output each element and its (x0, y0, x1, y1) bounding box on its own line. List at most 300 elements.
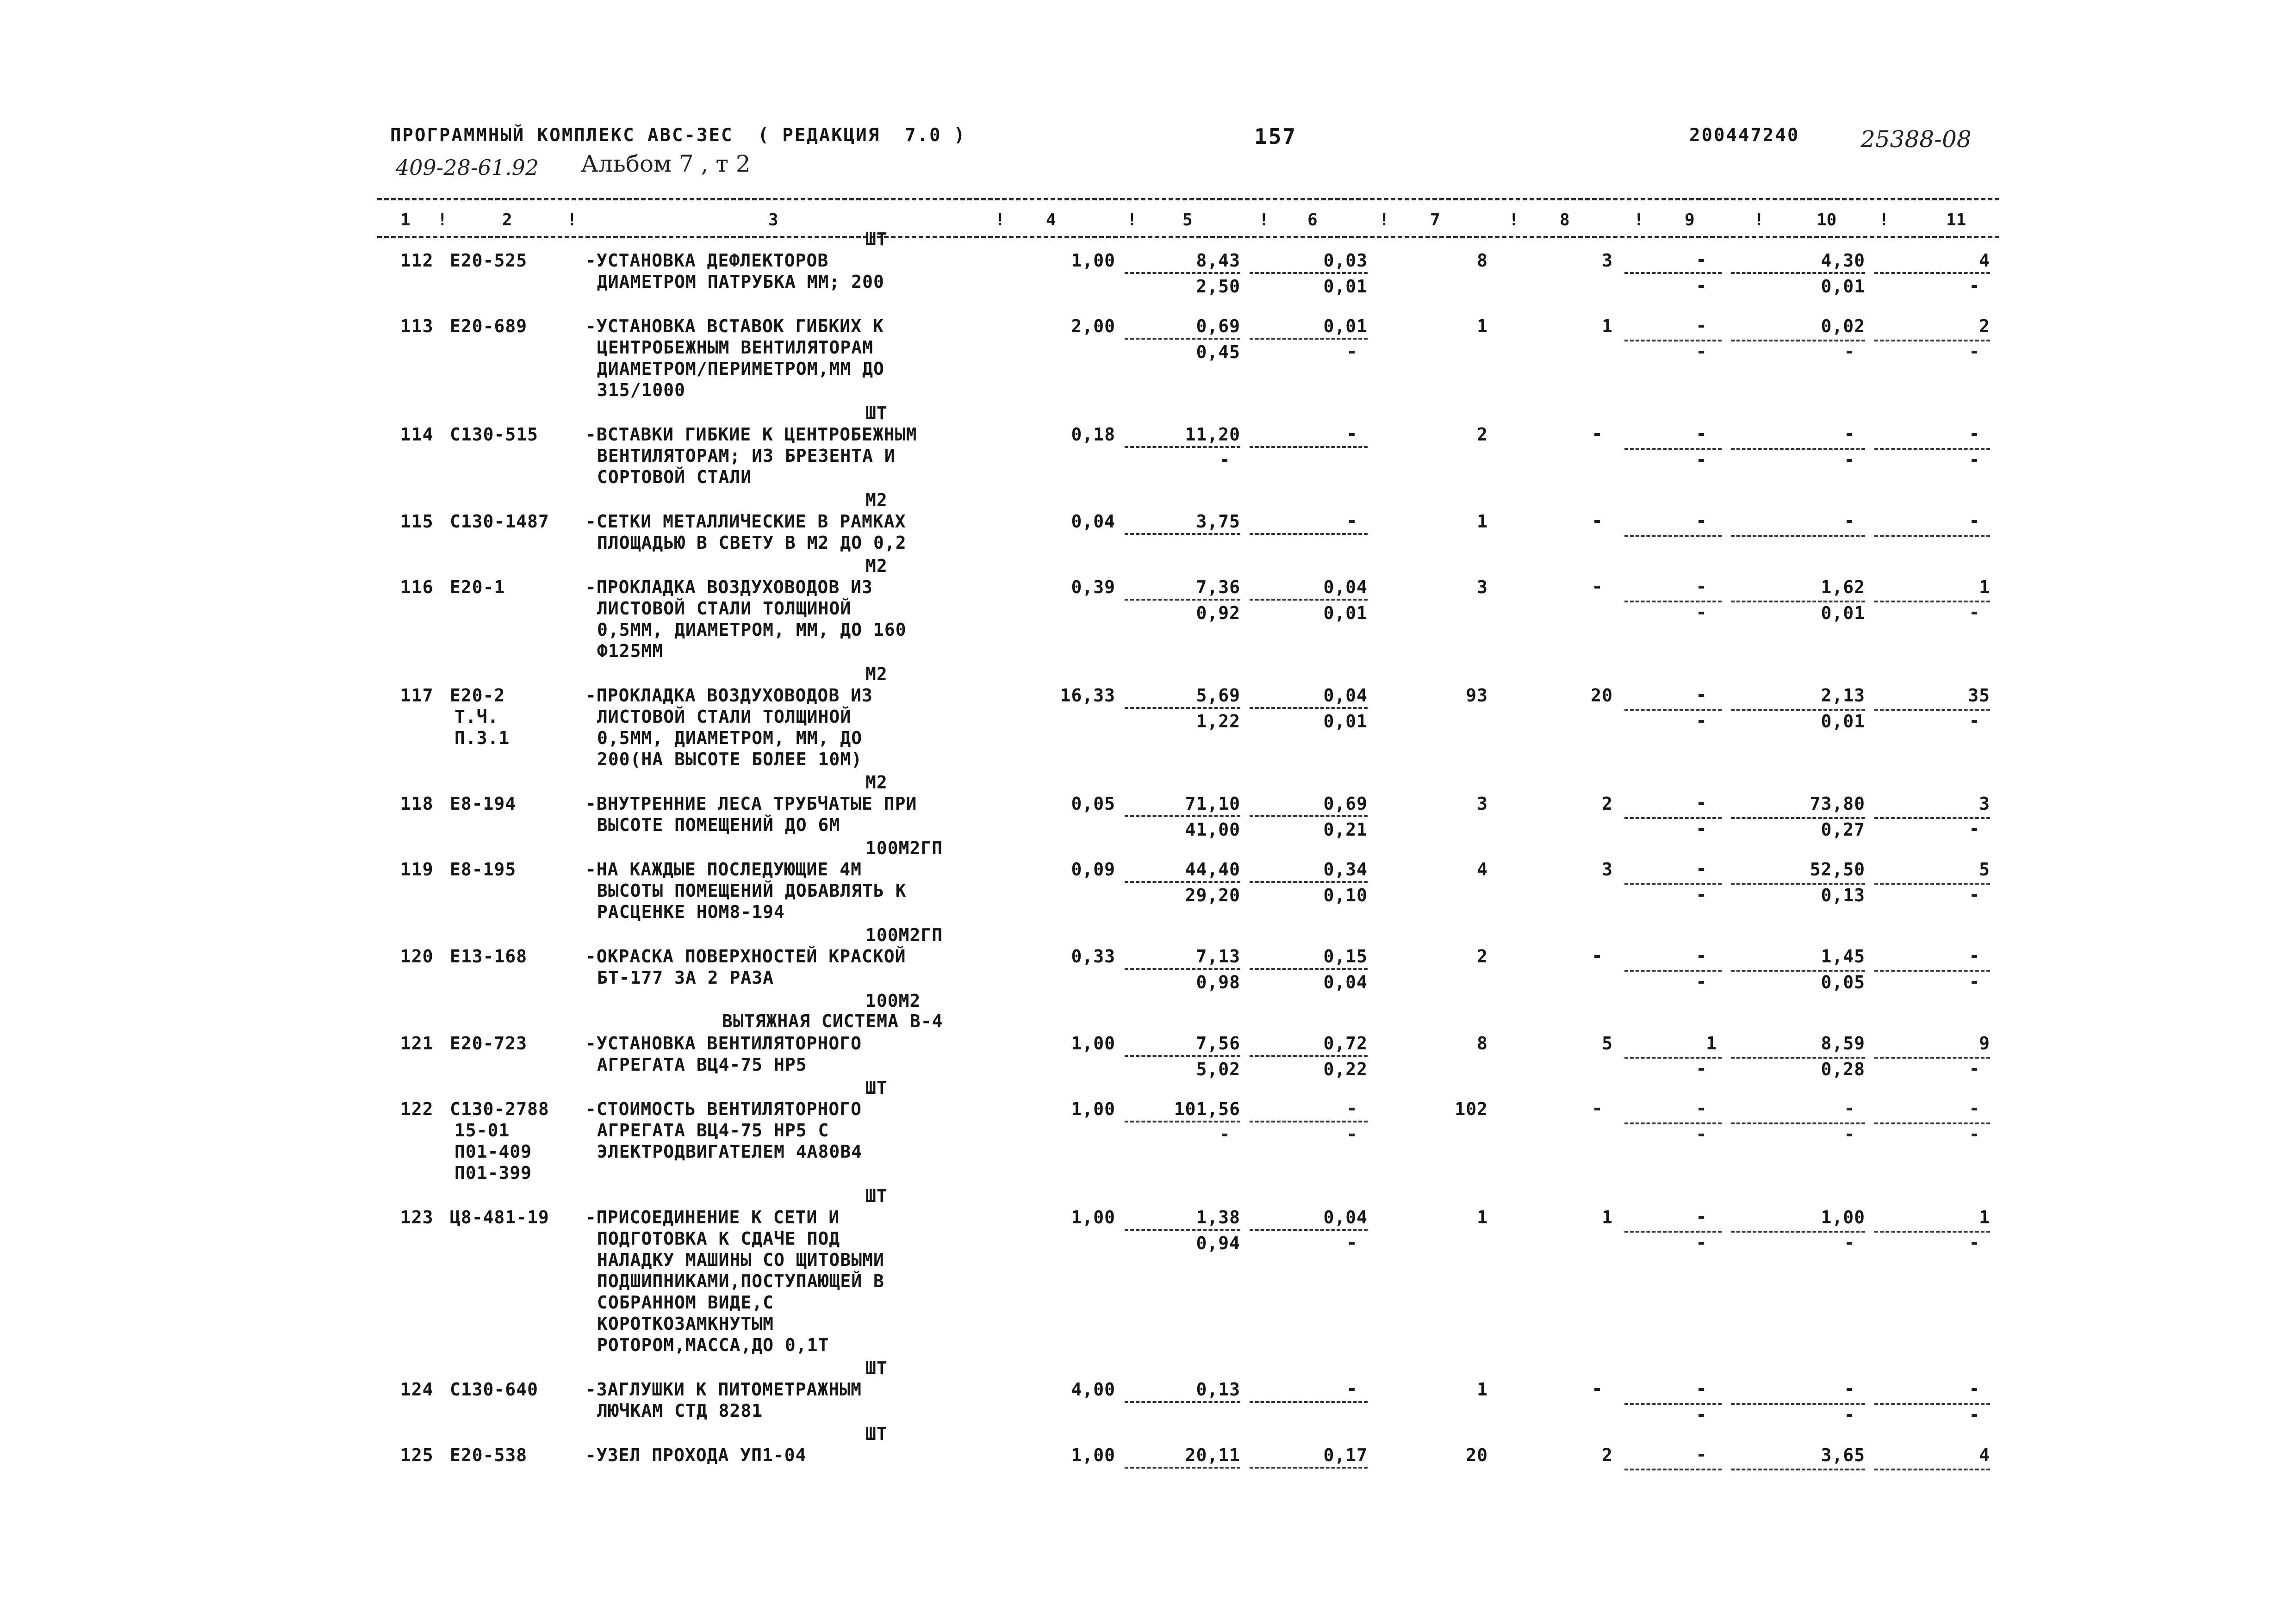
labour-divider (1874, 340, 1990, 341)
rate-code: Е8-194 (450, 794, 516, 814)
cost-divider (1125, 707, 1240, 709)
quantity: 0,09 (1071, 859, 1115, 880)
machine-cost-empty (1699, 694, 1704, 697)
program-title: ПРОГРАММНЫЙ КОМПЛЕКС АВС-3ЕС ( РЕДАКЦИЯ 7.0 ) (390, 125, 966, 146)
row-number: 119 (400, 859, 434, 880)
unit-cost: 71,10 (1185, 794, 1240, 814)
labour-total-empty (1972, 955, 1977, 958)
cost-divider (1250, 1055, 1368, 1057)
column-number-2: 2 (502, 211, 512, 229)
quantity: 2,00 (1071, 316, 1115, 336)
labour-total: 4 (1979, 1445, 1990, 1465)
column-separator: ! (437, 211, 448, 229)
total-cost: 20 (1466, 1445, 1488, 1465)
labour-per-unit: 4,30 (1821, 250, 1865, 271)
rate-code: Е8-195 (450, 859, 516, 880)
cost-divider (1250, 599, 1368, 601)
total-cost: 2 (1477, 946, 1488, 967)
labour-divider (1624, 970, 1722, 972)
labour-per-unit: 8,59 (1821, 1033, 1865, 1054)
unit-cost-wages: 2,50 (1196, 276, 1240, 297)
row-number: 112 (400, 250, 434, 271)
labour-divider (1624, 1057, 1722, 1059)
labour-divider (1874, 1469, 1990, 1470)
total-wages: 2 (1602, 1445, 1613, 1465)
machine-detail-empty (1699, 1242, 1704, 1245)
unit-wage-detail: 0,01 (1323, 603, 1368, 623)
labour-divider (1874, 601, 1990, 602)
quantity: 0,05 (1071, 794, 1115, 814)
labour-divider (1874, 1231, 1990, 1233)
cost-divider (1125, 1229, 1240, 1231)
unit-label: ШТ (865, 403, 888, 423)
work-description: -УЗЕЛ ПРОХОДА УП1-04 (585, 1445, 807, 1465)
quantity: 4,00 (1071, 1379, 1115, 1400)
rate-code: Е13-168 (450, 946, 528, 967)
labour-divider (1624, 535, 1722, 537)
rate-code: Е20-689 (450, 316, 528, 336)
quantity: 0,18 (1071, 424, 1115, 445)
labour-divider (1874, 970, 1990, 972)
total-cost: 3 (1477, 577, 1488, 597)
labour-detail-empty (1847, 351, 1852, 353)
cost-divider (1250, 815, 1368, 817)
cost-divider (1250, 338, 1368, 340)
labour-divider (1874, 535, 1990, 537)
unit-wage-cost: 0,04 (1323, 1207, 1368, 1228)
labour-total-empty (1972, 520, 1977, 523)
work-description: -ПРОКЛАДКА ВОЗДУХОВОДОВ ИЗ (585, 577, 873, 597)
labour-detail: 0,01 (1821, 603, 1865, 623)
labour-divider (1731, 1403, 1865, 1405)
column-number-9: 9 (1685, 211, 1695, 229)
rate-code: Е20-723 (450, 1033, 528, 1054)
unit-wage-detail-empty (1349, 351, 1355, 353)
unit-cost: 1,38 (1196, 1207, 1240, 1228)
unit-label: ШТ (865, 1186, 888, 1206)
labour-total-detail-empty (1972, 1414, 1977, 1417)
unit-label: ШТ (865, 1078, 888, 1098)
total-cost: 4 (1477, 859, 1488, 880)
unit-cost: 3,75 (1196, 511, 1240, 532)
cost-divider (1125, 1055, 1240, 1057)
labour-divider (1731, 340, 1865, 341)
work-description: ПЛОЩАДЬЮ В СВЕТУ В М2 ДО 0,2 (597, 533, 907, 553)
column-separator: ! (567, 211, 577, 229)
labour-divider (1731, 1469, 1865, 1470)
album-label: Альбом 7 , т 2 (581, 150, 751, 177)
column-number-7: 7 (1430, 211, 1440, 229)
cost-divider (1250, 272, 1368, 274)
machine-detail-empty (1699, 1134, 1704, 1136)
labour-divider (1874, 883, 1990, 885)
unit-wage-detail: 0,01 (1323, 711, 1368, 732)
total-wages: 3 (1602, 250, 1613, 271)
labour-divider (1624, 1122, 1722, 1124)
quantity: 16,33 (1060, 685, 1115, 706)
row-number: 116 (400, 577, 434, 597)
machine-detail-empty (1699, 351, 1704, 353)
column-number-8: 8 (1560, 211, 1570, 229)
cost-divider (1250, 446, 1368, 448)
labour-per-unit: 1,00 (1821, 1207, 1865, 1228)
labour-detail-empty (1847, 1134, 1852, 1136)
labour-total: 5 (1979, 859, 1990, 880)
machine-cost-empty (1699, 1216, 1704, 1219)
unit-wage-cost: 0,04 (1323, 577, 1368, 597)
work-description: Ф125ММ (597, 641, 664, 661)
unit-label: 100М2ГП (865, 838, 943, 858)
cost-divider (1125, 815, 1240, 817)
labour-divider (1731, 1231, 1865, 1233)
unit-cost: 7,56 (1196, 1033, 1240, 1054)
header-rule-top (377, 198, 1999, 200)
work-description: 0,5ММ, ДИАМЕТРОМ, ММ, ДО 160 (597, 620, 907, 640)
labour-total: 3 (1979, 794, 1990, 814)
unit-cost: 0,13 (1196, 1379, 1240, 1400)
cost-divider (1125, 599, 1240, 601)
total-cost: 8 (1477, 250, 1488, 271)
labour-detail: 0,28 (1821, 1059, 1865, 1079)
total-wages: 3 (1602, 859, 1613, 880)
labour-divider (1874, 448, 1990, 450)
machine-cost-empty (1699, 586, 1704, 589)
total-cost: 1 (1477, 1207, 1488, 1228)
column-separator: ! (1754, 211, 1764, 229)
cost-divider (1250, 1229, 1368, 1231)
labour-total: 9 (1979, 1033, 1990, 1054)
unit-wage-detail: 0,21 (1323, 819, 1368, 840)
unit-wage-detail: 0,22 (1323, 1059, 1368, 1079)
work-description: -ВСТАВКИ ГИБКИЕ К ЦЕНТРОБЕЖНЫМ (585, 424, 917, 445)
column-separator: ! (1634, 211, 1644, 229)
work-description: РАСЦЕНКЕ НОМ8-194 (597, 902, 785, 922)
cost-divider (1250, 533, 1368, 535)
machine-detail-empty (1699, 720, 1704, 723)
row-number: 113 (400, 316, 434, 336)
labour-per-unit-empty (1847, 1108, 1852, 1110)
labour-per-unit-empty (1847, 1388, 1852, 1391)
labour-divider (1624, 340, 1722, 341)
machine-cost: 1 (1706, 1033, 1717, 1054)
work-description: НАЛАДКУ МАШИНЫ СО ЩИТОВЫМИ (597, 1250, 884, 1270)
labour-total-detail-empty (1972, 981, 1977, 984)
total-wages: 20 (1591, 685, 1613, 706)
unit-cost: 44,40 (1185, 859, 1240, 880)
work-description: ЦЕНТРОБЕЖНЫМ ВЕНТИЛЯТОРАМ (597, 337, 873, 358)
rate-code-extra: П01-409 (454, 1141, 532, 1162)
column-separator: ! (1127, 211, 1137, 229)
rate-code: С130-515 (450, 424, 539, 445)
work-description: ВЫСОТЫ ПОМЕЩЕНИЙ ДОБАВЛЯТЬ К (597, 880, 907, 901)
machine-detail-empty (1699, 1414, 1704, 1417)
unit-label: М2 (865, 664, 888, 684)
labour-divider (1731, 272, 1865, 274)
labour-total-detail-empty (1972, 612, 1977, 614)
unit-cost-wages-empty (1222, 1134, 1227, 1136)
column-separator: ! (1379, 211, 1389, 229)
row-number: 114 (400, 424, 434, 445)
labour-divider (1731, 448, 1865, 450)
machine-detail-empty (1699, 459, 1704, 462)
work-description: ПОДШИПНИКАМИ,ПОСТУПАЮЩЕЙ В (597, 1271, 884, 1291)
unit-cost-wages: 1,22 (1196, 711, 1240, 732)
work-description: -СТОИМОСТЬ ВЕНТИЛЯТОРНОГО (585, 1099, 862, 1119)
row-number: 123 (400, 1207, 434, 1228)
unit-label: ШТ (865, 1424, 888, 1444)
labour-detail: 0,05 (1821, 972, 1865, 992)
total-wages-empty (1594, 1388, 1600, 1391)
cost-divider (1250, 1467, 1368, 1469)
labour-per-unit: 1,62 (1821, 577, 1865, 597)
work-description: -УСТАНОВКА ВСТАВОК ГИБКИХ К (585, 316, 884, 336)
work-description: БТ-177 ЗА 2 РАЗА (597, 967, 774, 988)
page-number: 157 (1254, 124, 1297, 149)
total-wages-empty (1594, 955, 1600, 958)
labour-total-detail-empty (1972, 285, 1977, 288)
header-rule-bottom (377, 236, 1999, 238)
total-wages: 1 (1602, 1207, 1613, 1228)
rate-code: С130-640 (450, 1379, 539, 1400)
total-cost: 1 (1477, 1379, 1488, 1400)
machine-cost-empty (1699, 955, 1704, 958)
labour-total-detail-empty (1972, 1242, 1977, 1245)
column-number-1: 1 (400, 211, 411, 229)
rate-code: С130-2788 (450, 1099, 549, 1119)
quantity: 1,00 (1071, 1099, 1115, 1119)
labour-total-empty (1972, 1108, 1977, 1110)
column-number-10: 10 (1817, 211, 1837, 229)
rate-code: Е20-1 (450, 577, 505, 597)
unit-cost: 20,11 (1185, 1445, 1240, 1465)
quantity: 0,39 (1071, 577, 1115, 597)
cost-divider (1125, 968, 1240, 970)
project-code: 409-28-61.92 (396, 155, 539, 180)
work-description: ЛЮЧКАМ СТД 8281 (597, 1401, 763, 1421)
work-description: -НА КАЖДЫЕ ПОСЛЕДУЮЩИЕ 4М (585, 859, 862, 880)
machine-cost-empty (1699, 1108, 1704, 1110)
work-description: РОТОРОМ,МАССА,ДО 0,1Т (597, 1335, 829, 1355)
labour-divider (1874, 272, 1990, 274)
rate-code-extra: П01-399 (454, 1163, 532, 1183)
total-wages-empty (1594, 1108, 1600, 1110)
quantity: 1,00 (1071, 1033, 1115, 1054)
cost-divider (1125, 1467, 1240, 1469)
labour-total-empty (1972, 433, 1977, 436)
labour-total: 1 (1979, 1207, 1990, 1228)
total-wages-empty (1594, 520, 1600, 523)
document-number: 25388-08 (1860, 126, 1972, 153)
work-description: КОРОТКОЗАМКНУТЫМ (597, 1314, 774, 1334)
labour-divider (1874, 817, 1990, 819)
unit-wage-detail: 0,10 (1323, 885, 1368, 905)
machine-cost-empty (1699, 802, 1704, 805)
machine-detail-empty (1699, 981, 1704, 984)
work-description: ЭЛЕКТРОДВИГАТЕЛЕМ 4А80В4 (597, 1141, 863, 1162)
work-description: -УСТАНОВКА ДЕФЛЕКТОРОВ (585, 250, 829, 271)
column-number-3: 3 (768, 211, 778, 229)
column-separator: ! (995, 211, 1005, 229)
machine-detail-empty (1699, 285, 1704, 288)
cost-divider (1250, 1121, 1368, 1122)
work-description: -СЕТКИ МЕТАЛЛИЧЕСКИЕ В РАМКАХ (585, 511, 906, 532)
machine-detail-empty (1699, 1068, 1704, 1071)
machine-cost-empty (1699, 520, 1704, 523)
rate-code-extra: 15-01 (454, 1120, 510, 1141)
unit-label: М2 (865, 490, 888, 510)
machine-detail-empty (1699, 612, 1704, 614)
unit-label: М2 (865, 772, 888, 793)
quantity: 1,00 (1071, 250, 1115, 271)
unit-cost-wages-empty (1222, 459, 1227, 462)
work-description: ДИАМЕТРОМ ПАТРУБКА ММ; 200 (597, 272, 884, 292)
total-cost: 102 (1455, 1099, 1488, 1119)
section-title: ВЫТЯЖНАЯ СИСТЕМА В-4 (722, 1011, 943, 1031)
unit-label: ШТ (865, 1358, 888, 1378)
work-description: ВЫСОТЕ ПОМЕЩЕНИЙ ДО 6М (597, 815, 840, 835)
labour-divider (1624, 709, 1722, 711)
work-description: -ВНУТРЕННИЕ ЛЕСА ТРУБЧАТЫЕ ПРИ (585, 794, 917, 814)
cost-divider (1250, 1401, 1368, 1403)
cost-divider (1250, 968, 1368, 970)
column-number-11: 11 (1946, 211, 1966, 229)
total-wages-empty (1594, 586, 1600, 589)
total-cost: 8 (1477, 1033, 1488, 1054)
total-cost: 3 (1477, 794, 1488, 814)
work-description: СОРТОВОЙ СТАЛИ (597, 467, 752, 487)
unit-wage-cost: 0,69 (1323, 794, 1368, 814)
unit-wage-cost: 0,04 (1323, 685, 1368, 706)
total-cost: 2 (1477, 424, 1488, 445)
row-number: 120 (400, 946, 434, 967)
cost-divider (1250, 707, 1368, 709)
labour-total-detail-empty (1972, 1068, 1977, 1071)
cost-divider (1125, 533, 1240, 535)
unit-cost: 7,13 (1196, 946, 1240, 967)
rate-code-extra: П.3.1 (454, 728, 510, 748)
labour-per-unit: 52,50 (1810, 859, 1865, 880)
unit-cost: 5,69 (1196, 685, 1240, 706)
labour-per-unit: 0,02 (1821, 316, 1865, 336)
labour-per-unit: 3,65 (1821, 1445, 1865, 1465)
labour-detail: 0,01 (1821, 711, 1865, 732)
work-description: ВЕНТИЛЯТОРАМ; ИЗ БРЕЗЕНТА И (597, 446, 896, 466)
labour-total: 2 (1979, 316, 1990, 336)
document-code: 200447240 (1689, 125, 1800, 146)
cost-divider (1125, 1121, 1240, 1122)
row-number: 125 (400, 1445, 434, 1465)
unit-wage-cost: 0,72 (1323, 1033, 1368, 1054)
labour-per-unit: 2,13 (1821, 685, 1865, 706)
labour-divider (1624, 883, 1722, 885)
machine-cost-empty (1699, 433, 1704, 436)
total-wages: 2 (1602, 794, 1613, 814)
quantity: 1,00 (1071, 1207, 1115, 1228)
row-number: 118 (400, 794, 434, 814)
labour-divider (1624, 1403, 1722, 1405)
unit-wage-cost: 0,15 (1323, 946, 1368, 967)
unit-label: 100М2 (865, 991, 921, 1011)
quantity: 1,00 (1071, 1445, 1115, 1465)
unit-label: 100М2ГП (865, 925, 943, 945)
work-description: СОБРАННОМ ВИДЕ,С (597, 1292, 774, 1313)
row-number: 124 (400, 1379, 434, 1400)
labour-detail: 0,27 (1821, 819, 1865, 840)
quantity: 0,04 (1071, 511, 1115, 532)
labour-divider (1731, 535, 1865, 537)
cost-divider (1125, 446, 1240, 448)
unit-wage-detail-empty (1349, 1134, 1355, 1136)
work-description: 315/1000 (597, 380, 686, 400)
machine-cost-empty (1699, 1388, 1704, 1391)
unit-cost-wages: 0,45 (1196, 342, 1240, 362)
unit-cost: 101,56 (1174, 1099, 1240, 1119)
work-description: ЛИСТОВОЙ СТАЛИ ТОЛЩИНОЙ (597, 707, 852, 727)
machine-detail-empty (1699, 894, 1704, 897)
labour-detail: 0,13 (1821, 885, 1865, 905)
unit-label: ШТ (865, 229, 888, 249)
machine-cost-empty (1699, 325, 1704, 328)
labour-divider (1624, 272, 1722, 274)
cost-divider (1125, 1401, 1240, 1403)
cost-divider (1250, 881, 1368, 883)
work-description: АГРЕГАТА ВЦ4-75 НР5 С (597, 1120, 829, 1141)
labour-divider (1624, 601, 1722, 602)
unit-cost: 7,36 (1196, 577, 1240, 597)
machine-detail-empty (1699, 828, 1704, 831)
column-number-4: 4 (1046, 211, 1056, 229)
machine-cost-empty (1699, 1454, 1704, 1457)
rate-code-extra: Т.Ч. (454, 707, 499, 727)
unit-cost-wages: 29,20 (1185, 885, 1240, 905)
column-number-5: 5 (1182, 211, 1193, 229)
work-description: -ОКРАСКА ПОВЕРХНОСТЕЙ КРАСКОЙ (585, 946, 906, 967)
unit-cost-wages: 0,92 (1196, 603, 1240, 623)
row-number: 115 (400, 511, 434, 532)
labour-detail: 0,01 (1821, 276, 1865, 297)
labour-total: 35 (1968, 685, 1990, 706)
labour-divider (1874, 1122, 1990, 1124)
work-description: -ЗАГЛУШКИ К ПИТОМЕТРАЖНЫМ (585, 1379, 862, 1400)
work-description: 0,5ММ, ДИАМЕТРОМ, ММ, ДО (597, 728, 863, 748)
labour-per-unit: 1,45 (1821, 946, 1865, 967)
labour-per-unit-empty (1847, 520, 1852, 523)
cost-divider (1125, 338, 1240, 340)
labour-divider (1624, 1469, 1722, 1470)
labour-total-detail-empty (1972, 351, 1977, 353)
rate-code: Ц8-481-19 (450, 1207, 549, 1228)
cost-divider (1125, 272, 1240, 274)
labour-detail-empty (1847, 459, 1852, 462)
machine-cost-empty (1699, 868, 1704, 871)
unit-cost: 11,20 (1185, 424, 1240, 445)
unit-cost-wages: 5,02 (1196, 1059, 1240, 1079)
labour-total-empty (1972, 1388, 1977, 1391)
labour-divider (1624, 817, 1722, 819)
unit-wage-detail: 0,01 (1323, 276, 1368, 297)
labour-total-detail-empty (1972, 720, 1977, 723)
row-number: 121 (400, 1033, 434, 1054)
total-wages: 1 (1602, 316, 1613, 336)
labour-per-unit: 73,80 (1810, 794, 1865, 814)
rate-code: Е20-2 (450, 685, 505, 706)
work-description: -ПРИСОЕДИНЕНИЕ К СЕТИ И (585, 1207, 840, 1228)
total-cost: 1 (1477, 316, 1488, 336)
unit-cost-wages: 0,94 (1196, 1233, 1240, 1253)
labour-divider (1731, 1122, 1865, 1124)
labour-total-detail-empty (1972, 828, 1977, 831)
work-description: ЛИСТОВОЙ СТАЛИ ТОЛЩИНОЙ (597, 598, 852, 619)
